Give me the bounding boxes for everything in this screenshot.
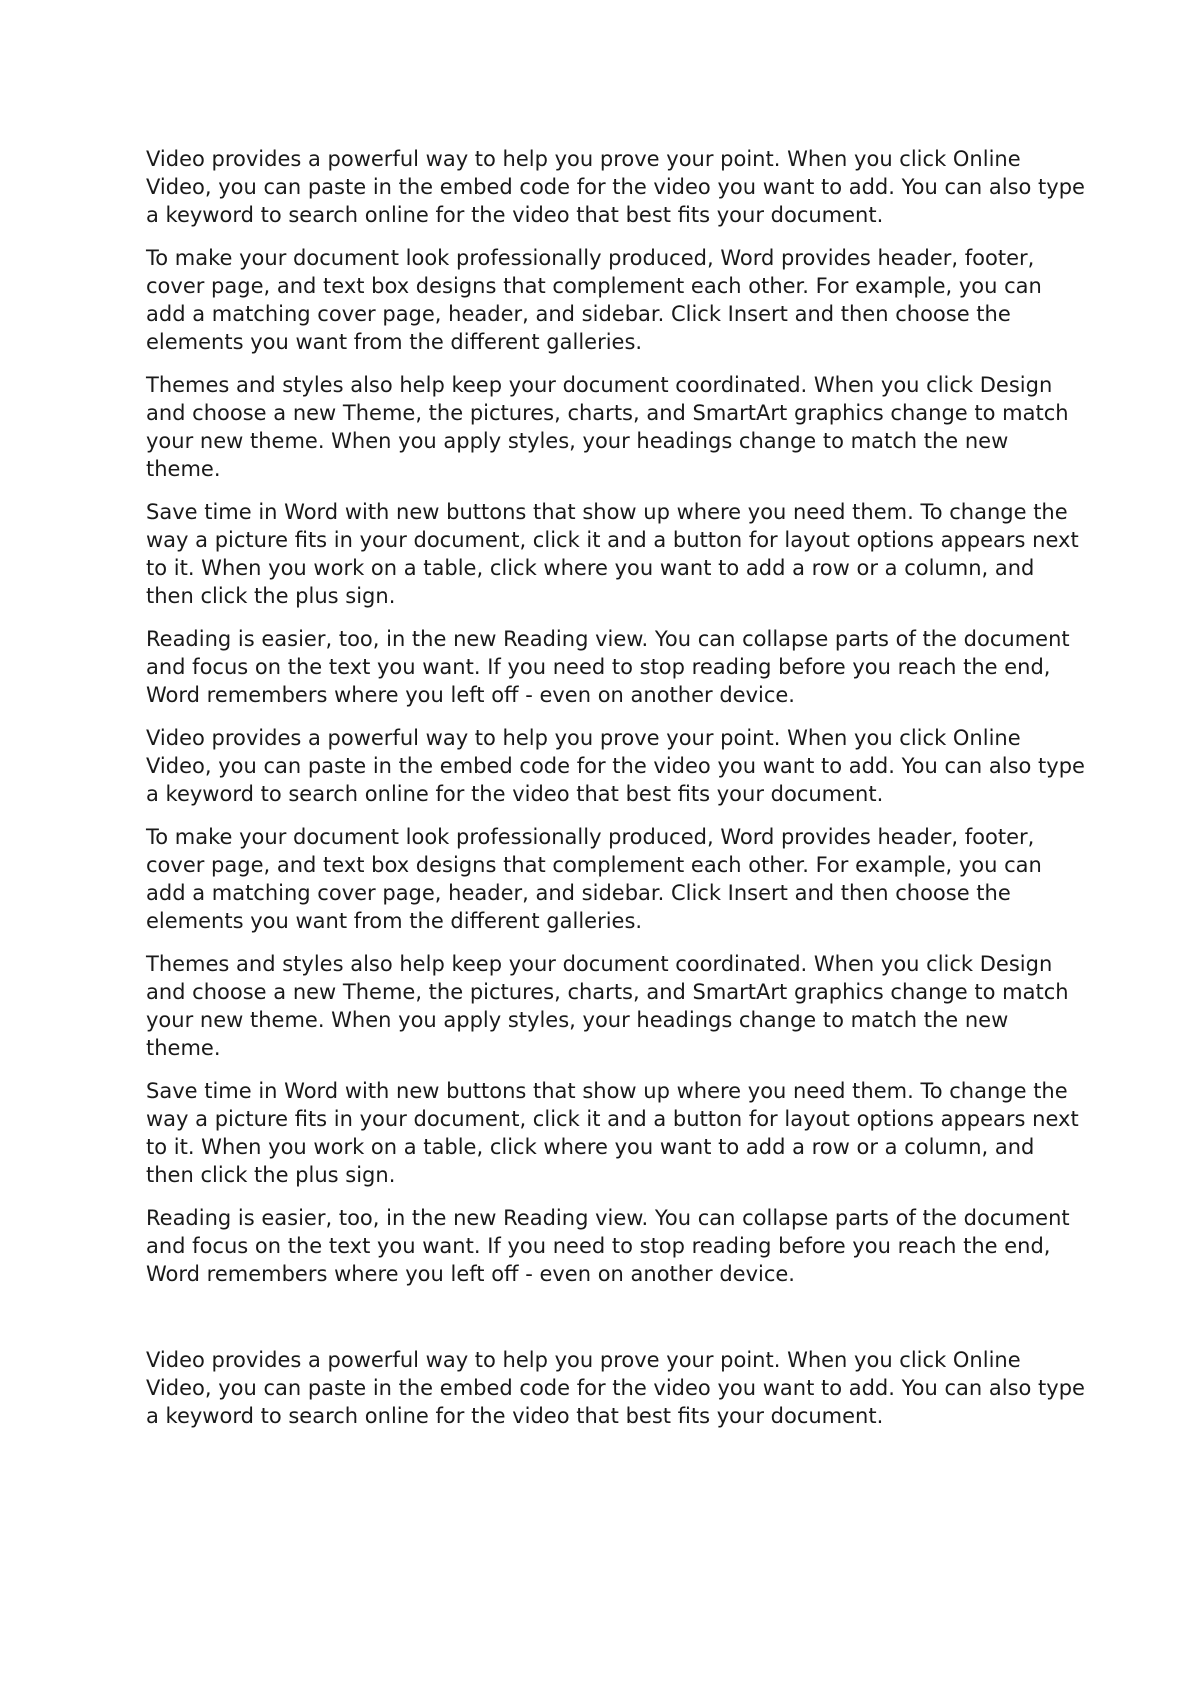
paragraph-reading-2: Reading is easier, too, in the new Reading view. You can collapse parts of the document and focus on the text you want. If you need to stop reading before you reach the end, Word remembers where you left off - even on another device. (146, 1206, 1070, 1286)
paragraph-themes-2: Themes and styles also help keep your document coordinated. When you click Design and choose a new Theme, the pictures, charts, and SmartArt graphics change to match your new theme. When you apply styles, your headings change to match the new theme. (146, 952, 1069, 1060)
paragraph-video-2: Video provides a powerful way to help you prove your point. When you click Online Video, you can paste in the embed code for the video you want to add. You can also type a keyword to search online for the video that best fits your document. (146, 726, 1085, 806)
paragraph-save-time-1: Save time in Word with new buttons that show up where you need them. To change the way a picture fits in your document, click it and a button for layout options appears next to it. When you work on a table, click where you want to add a row or a column, and then click the plus sign. (146, 500, 1079, 608)
empty-paragraph (146, 1303, 1086, 1346)
document-body (146, 145, 1086, 1445)
paragraph-save-time-2: Save time in Word with new buttons that show up where you need them. To change the way a picture fits in your document, click it and a button for layout options appears next to it. When you work on a table, click where you want to add a row or a column, and then click the plus sign. (146, 1079, 1079, 1187)
paragraph-video-1: Video provides a powerful way to help you prove your point. When you click Online Video, you can paste in the embed code for the video you want to add. You can also type a keyword to search online for the video that best fits your document. (146, 147, 1085, 227)
paragraph-reading-1: Reading is easier, too, in the new Reading view. You can collapse parts of the document and focus on the text you want. If you need to stop reading before you reach the end, Word remembers where you left off - even on another device. (146, 627, 1070, 707)
paragraph-video-3: Video provides a powerful way to help you prove your point. When you click Online Video, you can paste in the embed code for the video you want to add. You can also type a keyword to search online for the video that best fits your document. (146, 1348, 1085, 1428)
paragraph-professional-1: To make your document look professionally produced, Word provides header, footer, cover page, and text box designs that complement each other. For example, you can add a matching cover page, header, and sidebar. Click Insert and then choose the elements you want from the different galleries. (146, 246, 1042, 354)
paragraph-professional-2: To make your document look professionally produced, Word provides header, footer, cover page, and text box designs that complement each other. For example, you can add a matching cover page, header, and sidebar. Click Insert and then choose the elements you want from the different galleries. (146, 825, 1042, 933)
paragraph-themes-1: Themes and styles also help keep your document coordinated. When you click Design and choose a new Theme, the pictures, charts, and SmartArt graphics change to match your new theme. When you apply styles, your headings change to match the new theme. (146, 373, 1069, 481)
